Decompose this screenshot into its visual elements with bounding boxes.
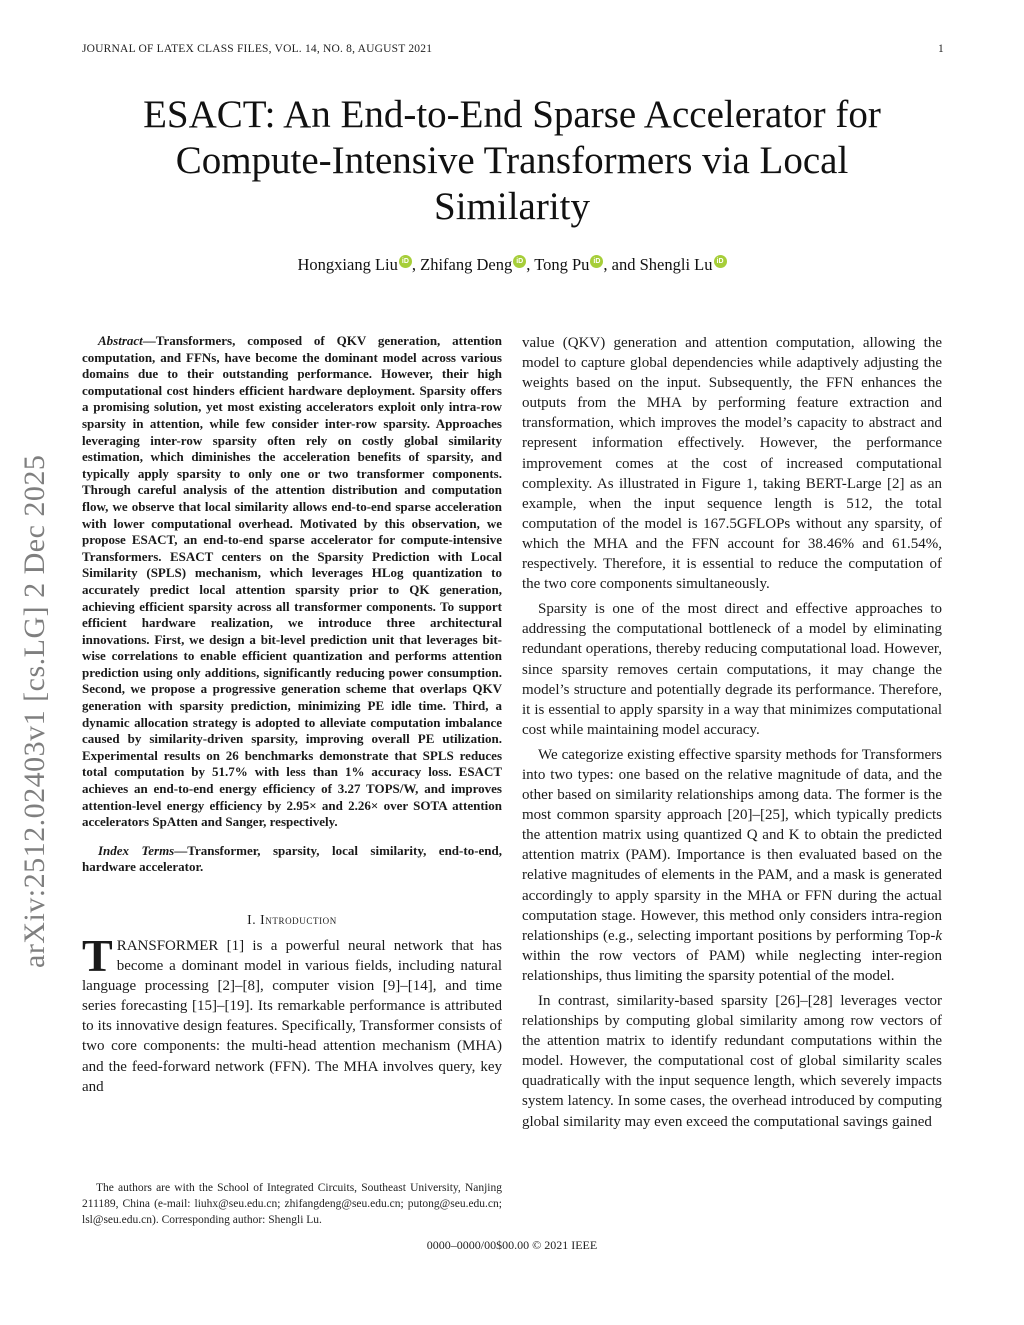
intro-text: [1] is a powerful neural network that has become a dominant model in various fields, including natural language processing [2]–[8], computer vision [9]–[14], and time series forecasting [15]–[19]. Its remarkable performance is attributed to its innovative design features. Specifically, Transformer consists of two core components: the multi-head attention mechanism (MHA) and the feed-forward network (FFN). The MHA involves query, key and xyxy=(82,938,502,1095)
section-heading xyxy=(82,912,502,928)
orcid-icon[interactable]: iD xyxy=(513,255,526,268)
paragraph-text: within the row vectors of PAM) while neglecting inter-region relationships, thus limiting the sparsity potential of the model. xyxy=(522,947,942,984)
drop-cap: T xyxy=(82,930,113,981)
index-terms xyxy=(82,843,502,876)
math-k: k xyxy=(935,927,942,944)
abstract-label: Abstract xyxy=(98,333,143,348)
journal-line: JOURNAL OF LATEX CLASS FILES, VOL. 14, NO. 8, AUGUST 2021 xyxy=(82,43,433,55)
author-footnote: The authors are with the School of Integrated Circuits, Southeast University, Nanjing 211189, China (e-mail: liuhx@seu.edu.cn; zhifangdeng@seu.edu.cn; putong@seu.edu.cn; lsl@seu.edu.cn). Corresponding author: Shengli Lu. xyxy=(82,1182,502,1226)
author-name: Tong Pu xyxy=(534,255,590,274)
author-list xyxy=(100,255,924,275)
orcid-icon[interactable]: iD xyxy=(399,255,412,268)
running-header xyxy=(82,43,944,55)
author-separator: , xyxy=(526,255,535,274)
arxiv-identifier: arXiv:2512.02403v1 [cs.LG] 2 Dec 2025 xyxy=(18,454,51,968)
index-terms-text: —Transformer, sparsity, local similarity, end-to-end, hardware accelerator. xyxy=(82,842,503,875)
body-paragraph xyxy=(522,745,942,986)
abstract xyxy=(82,333,502,831)
page-number: 1 xyxy=(938,43,944,55)
arxiv-stamp xyxy=(18,378,56,968)
author-separator: , xyxy=(411,255,421,274)
right-column xyxy=(522,333,942,1137)
orcid-icon[interactable]: iD xyxy=(714,255,727,268)
section-title: Introduction xyxy=(260,912,337,927)
paper-title: ESACT: An End-to-End Sparse Accelerator for Compute-Intensive Transformers via Local Similarity xyxy=(143,93,881,228)
first-word: RANSFORMER xyxy=(116,938,219,954)
body-paragraph: value (QKV) generation and attention computation, allowing the model to capture global dependencies while adaptively adjusting the weights based on the input. Subsequently, the FFN enhances the outputs from the MHA by performing feature extraction and transformation, which improves the model’s capacity to abstract and represent information effectively. However, the performance improvement comes at the cost of increased computational complexity. As illustrated in Figure 1, taking BERT-Large [2] as an example, when the input sequence length is 512, the total computation of the model is 167.5GFLOPs without any sparsity, of which the MHA and the FFN account for 38.46% and 61.54%, respectively. Therefore, it is essential to reduce the computation of the two core components simultaneously. xyxy=(522,335,942,593)
author-name: Shengli Lu xyxy=(639,255,713,274)
left-column xyxy=(82,333,502,1097)
paragraph-text: We categorize existing effective sparsity methods for Transformers into two types: one based on the relative magnitude of data, and the other based on similarity relationships among data. The former is the most common sparsity approach [20]–[25], which typically predicts the attention matrix using quantized Q and K to obtain the predicted attention matrix (PAM). Importance is then evaluated based on the relative magnitudes of elements in the PAM, and a mask is generated accordingly to apply sparsity in the MHA or FFN during the actual computation stage. However, this method only considers intra-region relationships (e.g., selecting important positions by performing Top- xyxy=(522,746,942,944)
index-terms-label: Index Terms xyxy=(98,842,175,858)
copyright-line: 0000–0000/00$00.00 © 2021 IEEE xyxy=(426,1238,598,1252)
author-name: Zhifang Deng xyxy=(420,255,513,274)
body-paragraph: In contrast, similarity-based sparsity [26]–[28] leverages vector relationships by computing global similarity among row vectors of the attention matrix to identify redundant computations within the model. However, the computational cost of global similarity scales quadratically with the input sequence length, which severely impacts system latency. In some cases, the overhead introduced by computing global similarity may even exceed the computational savings gained xyxy=(522,993,942,1130)
abstract-text: —Transformers, composed of QKV generation, attention computation, and FFNs, have become the dominant model across various domains due to their outstanding performance. However, their high computational cost hinders efficient hardware deployment. Sparsity offers a promising solution, yet most existing accelerators exploit only intra-row sparsity in attention, while few consider inter-row sparsity. Approaches leveraging inter-row sparsity often rely on costly global similarity estimation, which diminishes the acceleration benefits of sparsity, and typically apply sparsity to only one or two transformer components. Through careful analysis of the attention distribution and computation flow, we observe that local similarity allows end-to-end sparse acceleration with lower computational overhead. Motivated by this observation, we propose ESACT, an end-to-end sparse accelerator for compute-intensive Transformers. ESACT centers on the Sparsity Prediction with Local Similarity (SPLS) mechanism, which leverages HLog quantization to accurately predict local attention sparsity prior to QK generation, achieving efficient sparsity across all transformer components. To support efficient hardware realization, we introduce three architectural innovations. First, we design a bit-level prediction unit that leverages bit-wise correlations to enable efficient quantization and performs attention prediction using only additions, significantly reducing power consumption. Second, we propose a progressive generation scheme that overlaps QKV generation with sparsity prediction, minimizing PE idle time. Third, a dynamic allocation strategy is adopted to alleviate computation imbalance caused by similarity-driven sparsity, improving overall PE utilization. Experimental results on 26 benchmarks demonstrate that SPLS reduces total computation by 51.7% with less than 1% accuracy loss. ESACT achieves an end-to-end energy efficiency of 3.27 TOPS/W, and improves attention-level energy efficiency by 2.95× and 2.26× over SOTA attention accelerators SpAtten and Sanger, respectively. xyxy=(82,333,502,830)
body-paragraph: Sparsity is one of the most direct and effective approaches to addressing the computational bottleneck of a model by eliminating redundant operations, thereby reducing computational load. However, since sparsity removes certain computations, it may change the model’s structure and potentially degrade its performance. Therefore, it is essential to apply sparsity in a way that minimizes computational cost while maintaining model accuracy. xyxy=(522,601,942,738)
intro-paragraph xyxy=(82,930,502,1097)
author-name: Hongxiang Liu xyxy=(297,255,398,274)
author-separator: , and xyxy=(603,255,640,274)
orcid-icon[interactable]: iD xyxy=(590,255,603,268)
section-number: I. xyxy=(247,912,257,927)
